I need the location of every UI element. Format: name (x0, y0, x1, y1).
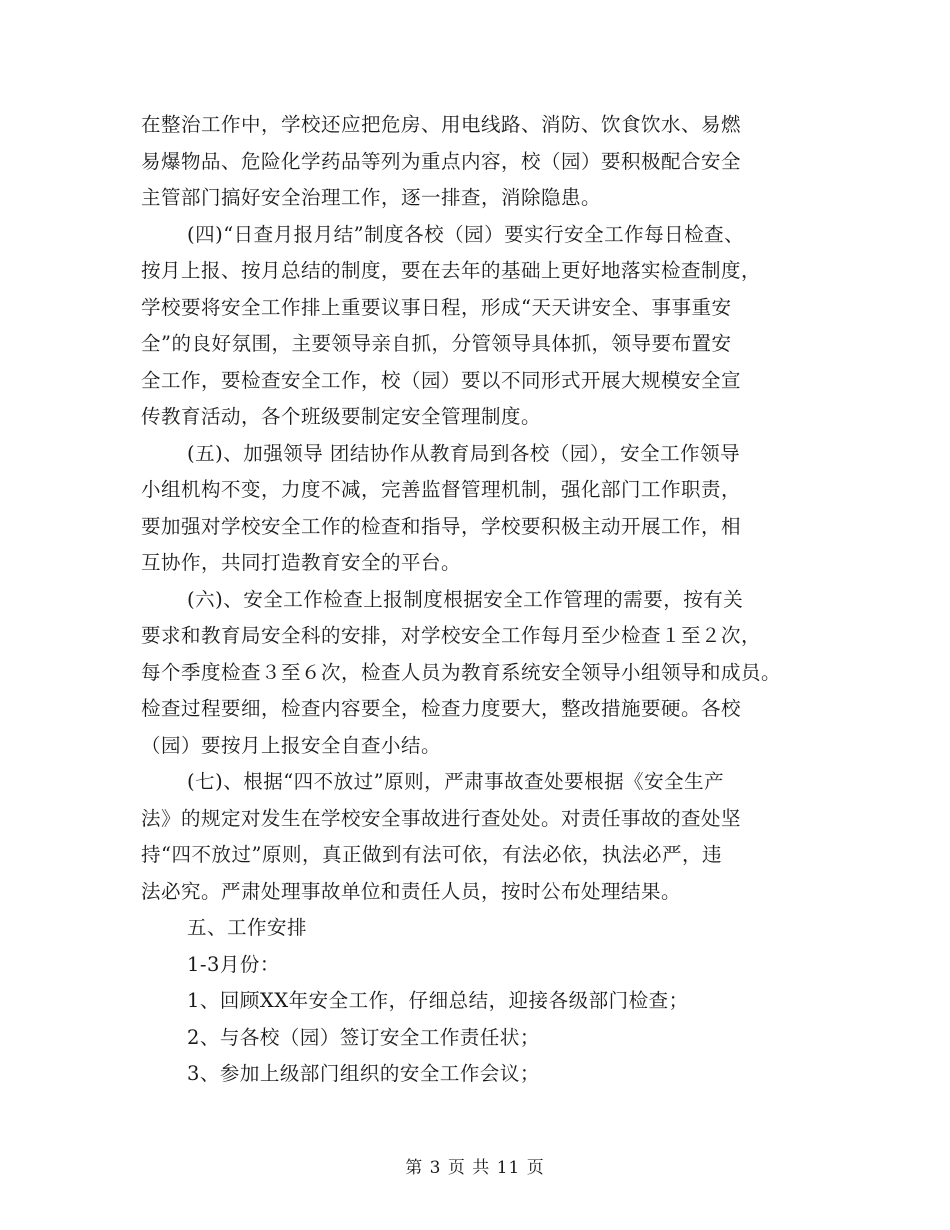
text-line: (四)“日查月报月结”制度各校（园）要实行安全工作每日检查、 (187, 222, 745, 246)
text-line: 检查过程要细，检查内容要全，检查力度要大，整改措施要硬。各校 (141, 697, 742, 720)
text-line: 小组机构不变，力度不减，完善监督管理机制，强化部门工作职责， (141, 478, 742, 501)
text-line: (五)、加强领导 团结协作从教育局到各校（园），安全工作领导 (187, 441, 741, 465)
text-line: 要求和教育局安全科的安排，对学校安全工作每月至少检查１至２次， (141, 624, 762, 647)
text-line: （园）要按月上报安全自查小结。 (141, 733, 442, 757)
text-line: 传教育活动，各个班级要制定安全管理制度。 (141, 405, 542, 428)
text-line: 持“四不放过”原则，真正做到有法可依，有法必依，执法必严，违 (141, 843, 722, 866)
text-line: 要加强对学校安全工作的检查和指导，学校要积极主动开展工作，相 (141, 514, 742, 538)
text-line: 3、参加上级部门组织的安全工作会议； (187, 1062, 540, 1085)
text-line: 法》的规定对发生在学校安全事故进行查处处。对责任事故的查处坚 (141, 806, 742, 830)
text-line: 五、工作安排 (187, 916, 308, 939)
text-line: 1-3月份： (187, 952, 280, 976)
text-line: 在整治工作中，学校还应把危房、用电线路、消防、饮食饮水、易燃 (141, 113, 742, 136)
page-number-footer: 第 3 页 共 11 页 (405, 1158, 545, 1178)
document-body (141, 107, 821, 1093)
text-line: 按月上报、按月总结的制度，要在去年的基础上更好地落实检查制度， (141, 259, 762, 282)
text-line: 法必究。严肃处理事故单位和责任人员，按时公布处理结果。 (141, 879, 682, 903)
text-line: 主管部门搞好安全治理工作，逐一排查，消除隐患。 (141, 186, 602, 209)
text-line: (七)、根据“四不放过”原则，严肃事故查处要根据《安全生产 (187, 770, 725, 793)
text-line: 1、回顾XX年安全工作，仔细总结，迎接各级部门检查； (187, 989, 689, 1012)
text-line: (六)、安全工作检查上报制度根据安全工作管理的需要，按有关 (187, 587, 744, 611)
text-line: 学校要将安全工作排上重要议事日程，形成“天天讲安全、事事重安 (141, 295, 732, 319)
text-line: 全”的良好氛围，主要领导亲自抓，分管领导具体抓，领导要布置安 (141, 332, 732, 355)
text-line: 易爆物品、危险化学药品等列为重点内容，校（园）要积极配合安全 (141, 149, 742, 173)
text-line: 互协作，共同打造教育安全的平台。 (141, 551, 462, 574)
text-line: 每个季度检查３至６次，检查人员为教育系统安全领导小组领导和成员。 (141, 660, 782, 684)
text-line: 2、与各校（园）签订安全工作责任状； (187, 1025, 540, 1049)
text-line: 全工作，要检查安全工作，校（园）要以不同形式开展大规模安全宣 (141, 368, 742, 392)
